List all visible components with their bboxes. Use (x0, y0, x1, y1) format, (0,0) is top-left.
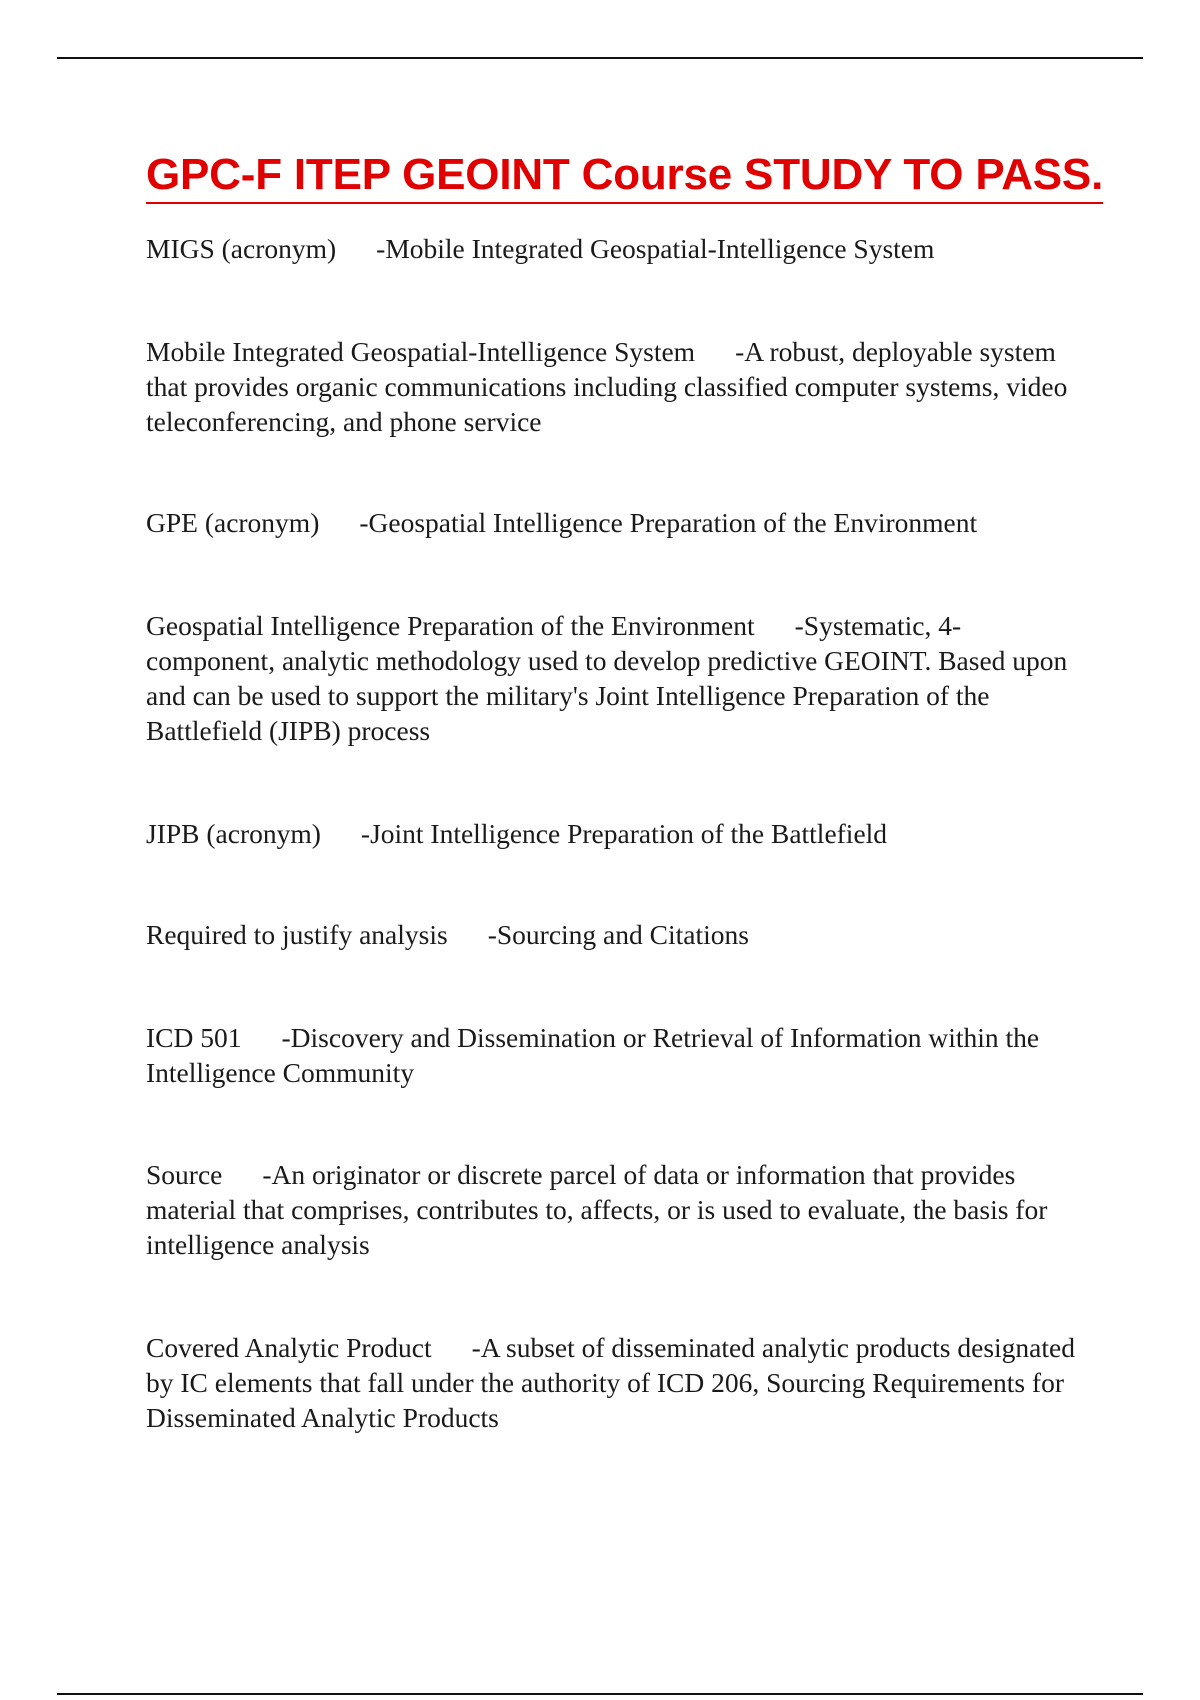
entry-term: Covered Analytic Product (146, 1332, 432, 1363)
entry-definition: -Discovery and Dissemination or Retrieval of Information within the Intelligence Community (146, 1022, 1040, 1088)
flashcard-entry (146, 917, 1086, 952)
entry-term: Mobile Integrated Geospatial-Intelligence System (146, 336, 696, 367)
entry-term: GPE (acronym) (146, 507, 320, 538)
entry-term: ICD 501 (146, 1022, 242, 1053)
entry-definition: -Sourcing and Citations (487, 919, 749, 950)
top-rule (57, 57, 1143, 59)
entry-term: Required to justify analysis (146, 919, 448, 950)
flashcard-entry (146, 505, 1086, 540)
entry-term: Geospatial Intelligence Preparation of the Environment (146, 610, 755, 641)
flashcard-entry (146, 1020, 1086, 1090)
bottom-rule (57, 1693, 1143, 1695)
entry-term: JIPB (acronym) (146, 818, 321, 849)
document-title: GPC-F ITEP GEOINT Course STUDY TO PASS. (146, 150, 1103, 204)
flashcard-entry (146, 1157, 1086, 1262)
entry-term: MIGS (acronym) (146, 233, 337, 264)
flashcard-entry (146, 1330, 1086, 1435)
entry-definition: -Joint Intelligence Preparation of the Battlefield (360, 818, 888, 849)
entry-definition: -A subset of disseminated analytic products designated by IC elements that fall under the authority of ICD 206, Sourcing Requirements for Disseminated Analytic Products (146, 1332, 1075, 1433)
flashcard-entry (146, 608, 1086, 748)
entry-definition: -An originator or discrete parcel of data or information that provides material that comprises, contributes to, affects, or is used to evaluate, the basis for intelligence analysis (146, 1159, 1048, 1260)
flashcard-entry (146, 816, 1086, 851)
entry-definition: -A robust, deployable system that provides organic communications including classified computer systems, video teleconferencing, and phone service (146, 336, 1068, 437)
flashcard-entry (146, 334, 1086, 439)
flashcard-entry (146, 231, 1086, 266)
entry-definition: -Geospatial Intelligence Preparation of the Environment (359, 507, 978, 538)
entry-definition: -Systematic, 4-component, analytic methodology used to develop predictive GEOINT. Based upon and can be used to support the military's Joint Intelligence Preparation of the Battlefield (JIPB) process (146, 610, 1068, 746)
entry-term: Source (146, 1159, 223, 1190)
entry-definition: -Mobile Integrated Geospatial-Intelligence System (376, 233, 935, 264)
